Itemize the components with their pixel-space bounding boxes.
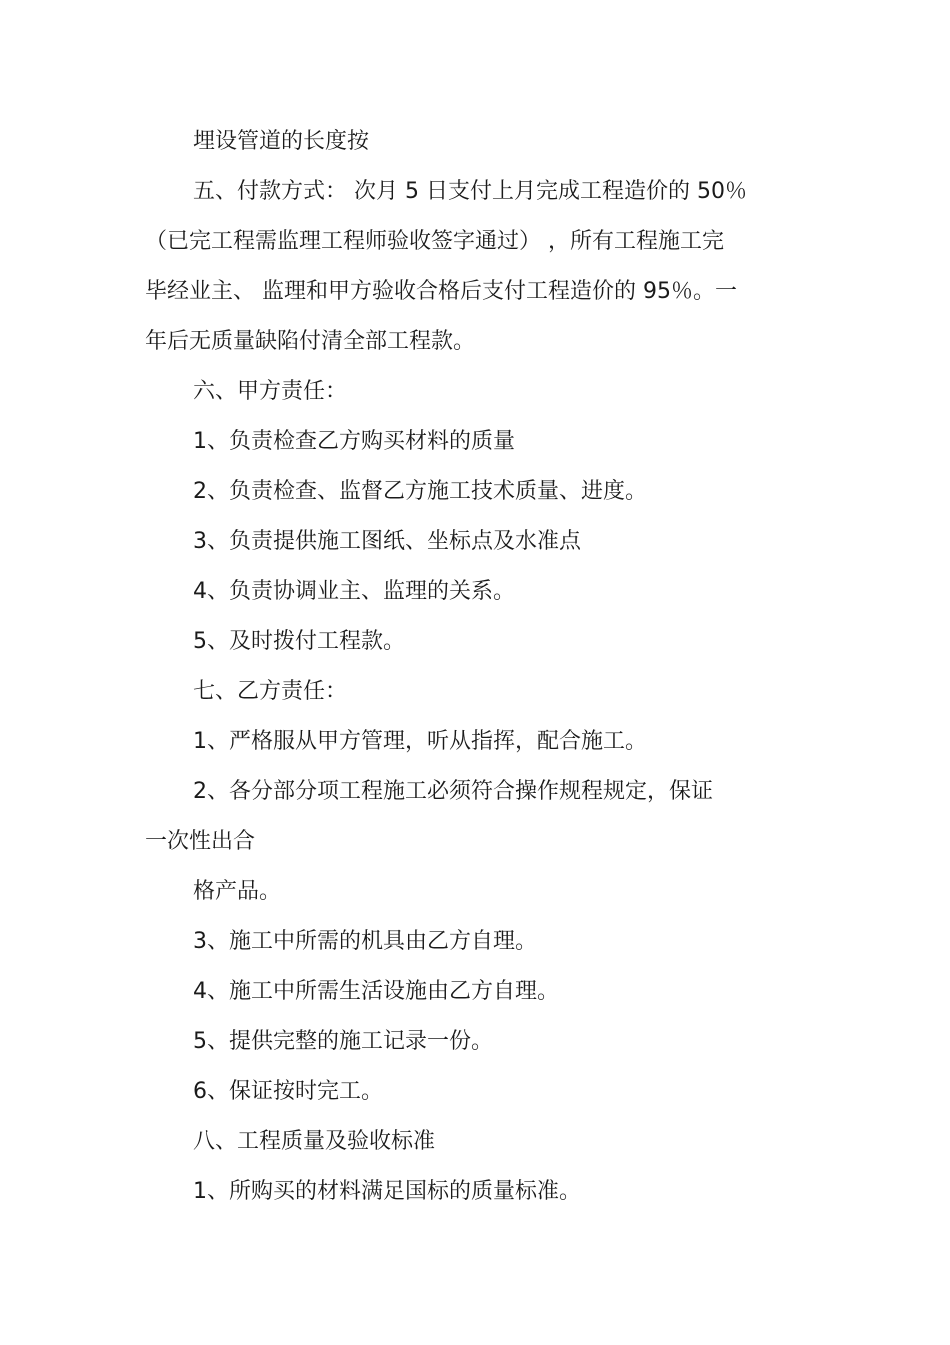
text-line: 4、负责协调业主、监理的关系。 [193, 579, 515, 604]
text-line: 毕经业主、 监理和甲方验收合格后支付工程造价的 95％。一 [145, 279, 737, 304]
section-heading: 六、甲方责任： [193, 379, 348, 404]
text-line: 5、及时拨付工程款。 [193, 629, 405, 654]
text-line: 1、严格服从甲方管理，听从指挥，配合施工。 [193, 729, 647, 754]
text-line: 埋设管道的长度按 [193, 129, 370, 154]
text-line: 年后无质量缺陷付清全部工程款。 [145, 329, 476, 354]
text-line: 五、付款方式： 次月 5 日支付上月完成工程造价的 50％ [193, 179, 747, 204]
text-line: 5、提供完整的施工记录一份。 [193, 1029, 493, 1054]
text-line: 格产品。 [193, 879, 282, 904]
text-line: （已完工程需监理工程师验收签字通过） ，所有工程施工完 [145, 229, 724, 254]
text-line: 1、所购买的材料满足国标的质量标准。 [193, 1179, 581, 1204]
text-line: 一次性出合 [145, 829, 256, 854]
text-line: 6、保证按时完工。 [193, 1079, 383, 1104]
text-line: 4、施工中所需生活设施由乙方自理。 [193, 979, 559, 1004]
text-line: 1、负责检查乙方购买材料的质量 [193, 429, 515, 454]
text-line: 3、施工中所需的机具由乙方自理。 [193, 929, 537, 954]
section-heading: 七、乙方责任： [193, 679, 348, 704]
section-heading: 八、工程质量及验收标准 [193, 1129, 436, 1154]
text-line: 2、负责检查、监督乙方施工技术质量、进度。 [193, 479, 647, 504]
text-line: 3、负责提供施工图纸、坐标点及水准点 [193, 529, 581, 554]
text-line: 2、各分部分项工程施工必须符合操作规程规定，保证 [193, 779, 713, 804]
